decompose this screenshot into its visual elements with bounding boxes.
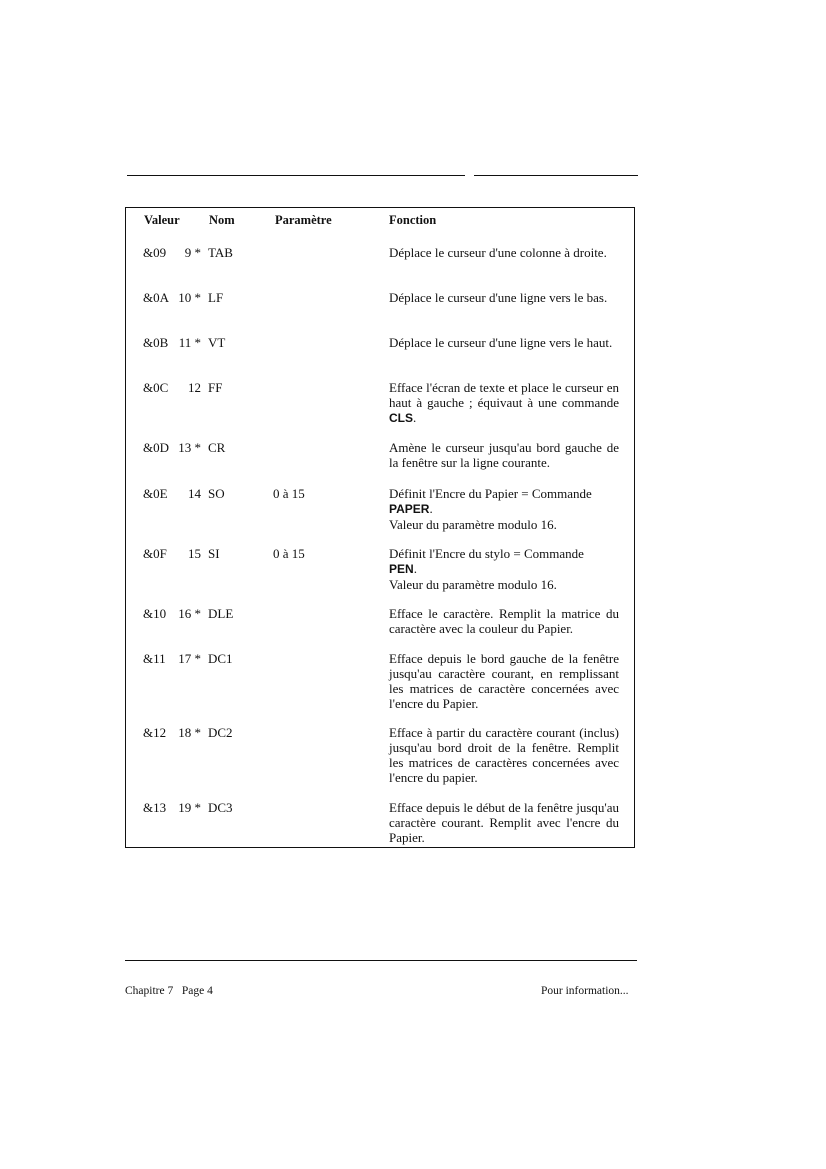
code-name: LF (208, 290, 224, 305)
parameter: 0 à 15 (273, 546, 305, 561)
top-rule-right (474, 175, 638, 176)
code-name: CR (208, 440, 226, 455)
code-name: DC3 (208, 800, 233, 815)
decimal-value: 19 * (178, 800, 201, 815)
command-keyword: PAPER (389, 502, 430, 516)
hex-value: &0E (143, 486, 168, 501)
hex-value: &12 (143, 725, 167, 740)
function-description: Efface depuis le début de la fenêtre jusqu'au caractère courant. Remplit avec l'encre du Papier. (389, 800, 619, 845)
hex-value: &09 (143, 245, 167, 260)
code-name: DC1 (208, 651, 233, 666)
decimal-value: 12 (188, 380, 201, 395)
header-fonction: Fonction (389, 213, 437, 227)
function-description: Déplace le curseur d'une ligne vers le haut. (389, 335, 613, 350)
header-valeur: Valeur (144, 213, 180, 227)
function-description: Déplace le curseur d'une colonne à droite. (389, 245, 607, 260)
parameter: 0 à 15 (273, 486, 305, 501)
function-description: Déplace le curseur d'une ligne vers le bas. (389, 290, 608, 305)
function-description: Efface l'écran de texte et place le curseur en haut à gauche ; équivaut à une commande CLS. (389, 380, 619, 425)
hex-value: &10 (143, 606, 167, 621)
function-description: Définit l'Encre du Papier = Commande PAPER. Valeur du paramètre modulo 16. (389, 486, 592, 532)
header-nom: Nom (209, 213, 235, 227)
footer-note: Pour information... (541, 985, 629, 997)
code-name: DC2 (208, 725, 233, 740)
decimal-value: 16 * (178, 606, 201, 621)
decimal-value: 13 * (178, 440, 201, 455)
code-name: SO (208, 486, 225, 501)
hex-value: &0F (143, 546, 167, 561)
function-description: Définit l'Encre du stylo = Commande PEN. Valeur du paramètre modulo 16. (389, 546, 584, 592)
decimal-value: 10 * (178, 290, 201, 305)
top-rule (127, 175, 465, 176)
decimal-value: 17 * (178, 651, 201, 666)
function-description: Efface à partir du caractère courant (inclus) jusqu'au bord droit de la fenêtre. Remplit les matrices de caractères concernées avec l'encre du papier. (389, 725, 619, 785)
decimal-value: 11 * (178, 335, 201, 350)
hex-value: &0B (143, 335, 169, 350)
function-description: Efface le caractère. Remplit la matrice du caractère avec la couleur du Papier. (389, 606, 619, 636)
hex-value: &0D (143, 440, 169, 455)
bottom-rule (125, 960, 637, 961)
code-name: FF (208, 380, 223, 395)
code-name: TAB (208, 245, 233, 260)
code-name: DLE (208, 606, 234, 621)
decimal-value: 18 * (178, 725, 201, 740)
command-keyword: PEN (389, 562, 414, 576)
function-description: Efface depuis le bord gauche de la fenêtre jusqu'au caractère courant, en remplissant les matrices de caractère concernées avec l'encre du Papier. (389, 651, 619, 711)
decimal-value: 14 (188, 486, 201, 501)
decimal-value: 15 (188, 546, 201, 561)
hex-value: &13 (143, 800, 167, 815)
decimal-value: 9 * (184, 245, 201, 260)
function-description: Amène le curseur jusqu'au bord gauche de la fenêtre sur la ligne courante. (389, 440, 619, 470)
code-name: SI (208, 546, 220, 561)
footer-chapter-page: Chapitre 7 Page 4 (125, 985, 213, 997)
command-keyword: CLS (389, 411, 413, 425)
code-name: VT (208, 335, 226, 350)
hex-value: &0C (143, 380, 169, 395)
hex-value: &0A (143, 290, 169, 305)
header-parametre: Paramètre (275, 213, 332, 227)
hex-value: &11 (143, 651, 166, 666)
